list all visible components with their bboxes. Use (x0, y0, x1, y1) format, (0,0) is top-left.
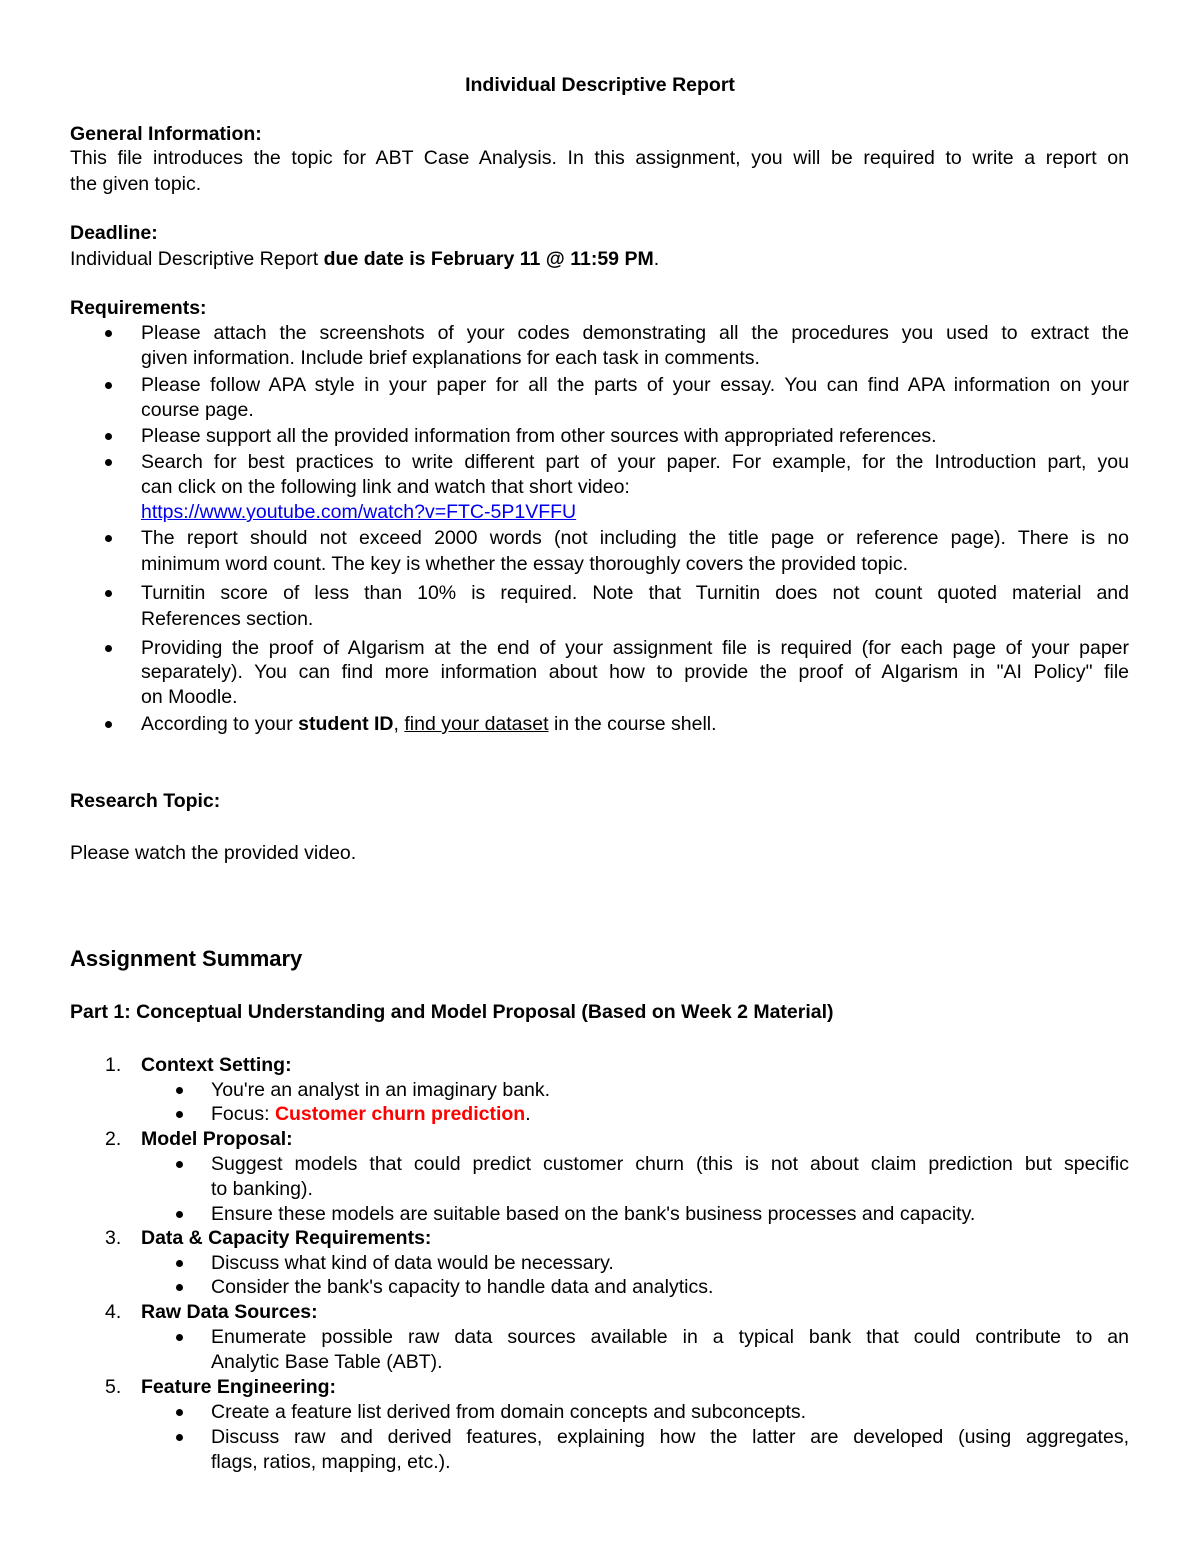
req8-dataset: find your dataset (404, 713, 549, 735)
req3-line1: Please support all the provided information from other sources with appropriated references. (141, 425, 937, 447)
bullet-icon (105, 645, 112, 652)
summary-heading: Assignment Summary (70, 946, 303, 971)
feature-b2-line1: Discuss raw and derived features, explaining how the latter are developed (using aggregates, (211, 1426, 1129, 1448)
req7-line1: Providing the proof of AIgarism at the end of your assignment file is required (for each page of your paper (141, 637, 1129, 659)
req8-mid: , (393, 713, 405, 735)
youtube-link[interactable]: https://www.youtube.com/watch?v=FTC-5P1VFFU (141, 501, 577, 523)
general-heading: General Information: (70, 123, 262, 145)
model-b2: Ensure these models are suitable based on the bank's business processes and capacity. (211, 1203, 976, 1225)
general-text-line1: This file introduces the topic for ABT Case Analysis. In this assignment, you will be required to write a report on (70, 147, 1129, 169)
req6-line2: References section. (141, 608, 314, 630)
focus-churn: Customer churn prediction (274, 1103, 526, 1125)
deadline-text (70, 247, 659, 271)
item-number: 4. (105, 1301, 122, 1323)
context-setting-title: Context Setting: (141, 1054, 292, 1076)
context-b2 (211, 1102, 531, 1126)
focus-suffix: . (525, 1103, 531, 1125)
bullet-icon (176, 1161, 183, 1168)
req8-student-id: student ID (298, 713, 394, 735)
bullet-icon (176, 1211, 183, 1218)
part1-heading: Part 1: Conceptual Understanding and Model Proposal (Based on Week 2 Material) (70, 1001, 834, 1023)
general-text-line2: the given topic. (70, 173, 202, 195)
research-text: Please watch the provided video. (70, 842, 357, 864)
data-capacity-title: Data & Capacity Requirements: (141, 1227, 432, 1249)
bullet-icon (176, 1087, 183, 1094)
raw-b1-line1: Enumerate possible raw data sources available in a typical bank that could contribute to an (211, 1326, 1129, 1348)
req1-line1: Please attach the screenshots of your codes demonstrating all the procedures you used to extract the (141, 322, 1129, 344)
item-number: 1. (105, 1054, 122, 1076)
item-number: 2. (105, 1128, 122, 1150)
item-number: 3. (105, 1227, 122, 1249)
bullet-icon (105, 590, 112, 597)
focus-prefix: Focus: (211, 1103, 275, 1125)
req7-line2: separately). You can find more information about how to provide the proof of AIgarism in "AI Policy" file (141, 661, 1129, 683)
bullet-icon (105, 459, 112, 466)
req8-line1 (141, 712, 717, 736)
raw-data-title: Raw Data Sources: (141, 1301, 318, 1323)
bullet-icon (176, 1260, 183, 1267)
context-b1: You're an analyst in an imaginary bank. (211, 1079, 551, 1101)
requirements-heading: Requirements: (70, 297, 207, 319)
bullet-icon (176, 1334, 183, 1341)
bullet-icon (176, 1409, 183, 1416)
req5-line2: minimum word count. The key is whether the essay thoroughly covers the provided topic. (141, 553, 909, 575)
raw-b1-line2: Analytic Base Table (ABT). (211, 1351, 443, 1373)
deadline-prefix: Individual Descriptive Report (70, 248, 324, 270)
bullet-icon (176, 1434, 183, 1441)
deadline-date: due date is February 11 @ 11:59 PM (323, 248, 654, 270)
req6-line1: Turnitin score of less than 10% is required. Note that Turnitin does not count quoted material and (141, 582, 1129, 604)
req4-line2: can click on the following link and watch that short video: (141, 476, 630, 498)
bullet-icon (105, 382, 112, 389)
item-number: 5. (105, 1376, 122, 1398)
req2-line1: Please follow APA style in your paper for all the parts of your essay. You can find APA information on your (141, 374, 1129, 396)
req8-prefix: According to your (141, 713, 299, 735)
req1-line2: given information. Include brief explanations for each task in comments. (141, 347, 760, 369)
model-b1-line1: Suggest models that could predict customer churn (this is not about claim prediction but specific (211, 1153, 1129, 1175)
feature-engineering-title: Feature Engineering: (141, 1376, 337, 1398)
model-b1-line2: to banking). (211, 1178, 313, 1200)
req5-line1: The report should not exceed 2000 words (not including the title page or reference page). There is no (141, 527, 1129, 549)
req2-line2: course page. (141, 399, 254, 421)
deadline-heading: Deadline: (70, 222, 158, 244)
research-heading: Research Topic: (70, 790, 221, 812)
model-proposal-title: Model Proposal: (141, 1128, 293, 1150)
bullet-icon (176, 1284, 183, 1291)
feature-b1: Create a feature list derived from domain concepts and subconcepts. (211, 1401, 807, 1423)
data-b2: Consider the bank's capacity to handle data and analytics. (211, 1276, 714, 1298)
data-b1: Discuss what kind of data would be necessary. (211, 1252, 614, 1274)
bullet-icon (176, 1111, 183, 1118)
bullet-icon (105, 433, 112, 440)
deadline-suffix: . (653, 248, 660, 270)
req4-line1: Search for best practices to write different part of your paper. For example, for the Introduction part, you (141, 451, 1129, 473)
bullet-icon (105, 721, 112, 728)
document-title: Individual Descriptive Report (465, 74, 735, 96)
bullet-icon (105, 535, 112, 542)
bullet-icon (105, 330, 112, 337)
req7-line3: on Moodle. (141, 686, 238, 708)
feature-b2-line2: flags, ratios, mapping, etc.). (211, 1451, 451, 1473)
req8-suffix: in the course shell. (548, 713, 717, 735)
